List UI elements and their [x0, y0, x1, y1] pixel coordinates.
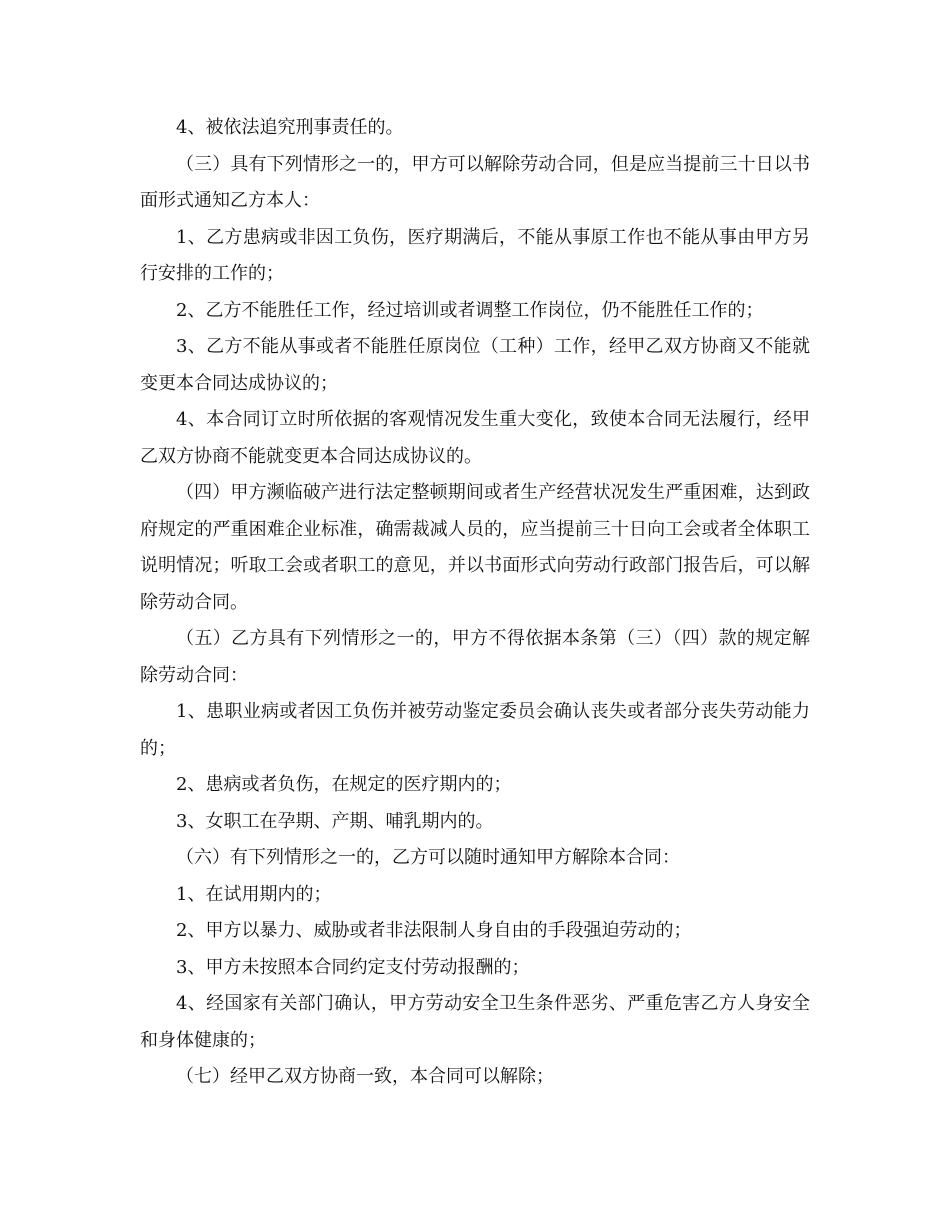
paragraph: 4、经国家有关部门确认，甲方劳动安全卫生条件恶劣、严重危害乙方人身安全和身体健康的；	[140, 993, 810, 1051]
paragraph: 4、本合同订立时所依据的客观情况发生重大变化，致使本合同无法履行，经甲乙双方协商不能就变更本合同达成协议的。	[140, 409, 810, 467]
paragraph: 3、女职工在孕期、产期、哺乳期内的。	[176, 810, 494, 832]
document-body	[140, 110, 810, 1096]
paragraph: （四）甲方濒临破产进行法定整顿期间或者生产经营状况发生严重困难，达到政府规定的严重困难企业标准，确需裁减人员的，应当提前三十日向工会或者全体职工说明情况；听取工会或者职工的意见，并以书面形式向劳动行政部门报告后，可以解除劳动合同。	[140, 482, 810, 613]
paragraph: 2、患病或者负伤，在规定的医疗期内的；	[176, 774, 512, 795]
paragraph: 1、乙方患病或非因工负伤，医疗期满后，不能从事原工作也不能从事由甲方另行安排的工作的；	[140, 226, 810, 284]
paragraph: （三）具有下列情形之一的，甲方可以解除劳动合同，但是应当提前三十日以书面形式通知乙方本人：	[140, 153, 810, 211]
paragraph: 3、甲方未按照本合同约定支付劳动报酬的；	[176, 956, 530, 978]
paragraph: （六）有下列情形之一的，乙方可以随时通知甲方解除本合同：	[176, 847, 680, 868]
paragraph: 1、患职业病或者因工负伤并被劳动鉴定委员会确认丧失或者部分丧失劳动能力的；	[140, 701, 810, 759]
paragraph: （五）乙方具有下列情形之一的，甲方不得依据本条第（三）（四）款的规定解除劳动合同：	[140, 628, 810, 686]
paragraph: （七）经甲乙双方协商一致，本合同可以解除；	[176, 1066, 554, 1087]
paragraph: 2、甲方以暴力、威胁或者非法限制人身自由的手段强迫劳动的；	[176, 920, 692, 941]
paragraph: 1、在试用期内的；	[176, 883, 332, 905]
paragraph: 4、被依法追究刑事责任的。	[176, 117, 404, 138]
paragraph: 2、乙方不能胜任工作，经过培训或者调整工作岗位，仍不能胜任工作的；	[176, 299, 764, 321]
paragraph: 3、乙方不能从事或者不能胜任原岗位（工种）工作，经甲乙双方协商又不能就变更本合同达成协议的；	[140, 336, 810, 394]
